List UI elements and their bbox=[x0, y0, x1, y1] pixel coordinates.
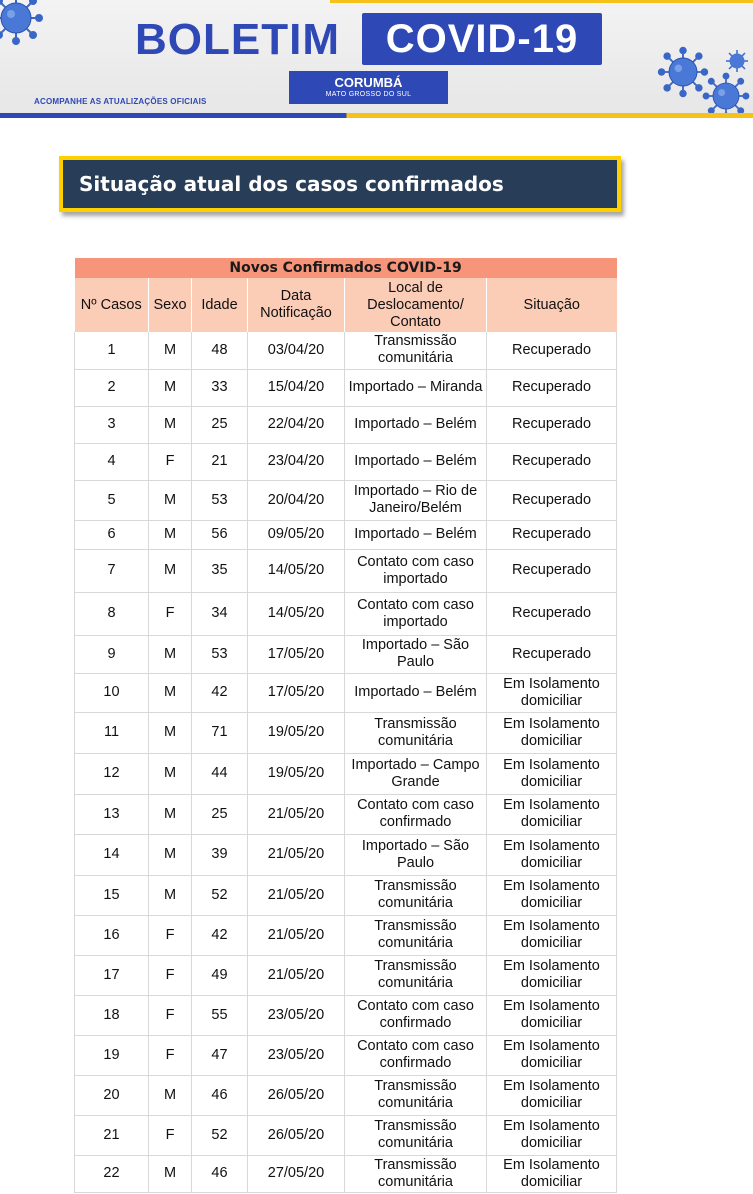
virus-icon bbox=[722, 46, 752, 76]
cell-date: 21/05/20 bbox=[248, 915, 345, 955]
cell-status: Em Isolamento domiciliar bbox=[487, 995, 617, 1035]
cell-origin: Transmissão comunitária bbox=[345, 915, 487, 955]
cell-date: 26/05/20 bbox=[248, 1115, 345, 1155]
cell-status: Em Isolamento domiciliar bbox=[487, 834, 617, 875]
banner-title-right-box bbox=[362, 13, 602, 65]
cell-status: Em Isolamento domiciliar bbox=[487, 1155, 617, 1192]
cell-date: 17/05/20 bbox=[248, 635, 345, 673]
table-row bbox=[75, 834, 617, 875]
cell-origin: Importado – São Paulo bbox=[345, 635, 487, 673]
cell-sex: M bbox=[149, 520, 192, 549]
table-row bbox=[75, 955, 617, 995]
cell-num: 4 bbox=[75, 443, 149, 480]
cell-num: 9 bbox=[75, 635, 149, 673]
cell-age: 44 bbox=[192, 753, 248, 794]
bulletin-banner bbox=[0, 0, 753, 118]
cell-date: 21/05/20 bbox=[248, 875, 345, 915]
section-heading bbox=[59, 156, 621, 212]
cell-sex: M bbox=[149, 875, 192, 915]
table-caption-row bbox=[75, 258, 617, 278]
table-row bbox=[75, 480, 617, 520]
cell-num: 3 bbox=[75, 406, 149, 443]
cell-sex: F bbox=[149, 592, 192, 635]
cell-date: 27/05/20 bbox=[248, 1155, 345, 1192]
cell-sex: F bbox=[149, 443, 192, 480]
cell-status: Em Isolamento domiciliar bbox=[487, 915, 617, 955]
cell-sex: M bbox=[149, 406, 192, 443]
cell-sex: M bbox=[149, 549, 192, 592]
cell-age: 55 bbox=[192, 995, 248, 1035]
table-header-row bbox=[75, 278, 617, 332]
cell-status: Em Isolamento domiciliar bbox=[487, 1035, 617, 1075]
cell-status: Recuperado bbox=[487, 549, 617, 592]
cell-age: 42 bbox=[192, 915, 248, 955]
cell-sex: F bbox=[149, 1115, 192, 1155]
table-row bbox=[75, 1075, 617, 1115]
cell-status: Recuperado bbox=[487, 592, 617, 635]
cell-origin: Transmissão comunitária bbox=[345, 712, 487, 753]
cell-status: Em Isolamento domiciliar bbox=[487, 712, 617, 753]
cell-origin: Transmissão comunitária bbox=[345, 332, 487, 369]
cell-status: Recuperado bbox=[487, 480, 617, 520]
cell-date: 23/05/20 bbox=[248, 995, 345, 1035]
table-row bbox=[75, 443, 617, 480]
cell-status: Em Isolamento domiciliar bbox=[487, 875, 617, 915]
cell-num: 18 bbox=[75, 995, 149, 1035]
cell-num: 16 bbox=[75, 915, 149, 955]
cases-table bbox=[74, 258, 617, 1193]
cell-age: 21 bbox=[192, 443, 248, 480]
cell-age: 46 bbox=[192, 1155, 248, 1192]
header-origin: Local de Deslocamento/ Contato bbox=[345, 278, 487, 332]
header-status: Situação bbox=[487, 278, 617, 332]
table-row bbox=[75, 875, 617, 915]
cell-sex: M bbox=[149, 332, 192, 369]
cell-status: Recuperado bbox=[487, 332, 617, 369]
cell-origin: Importado – Campo Grande bbox=[345, 753, 487, 794]
cell-sex: M bbox=[149, 369, 192, 406]
cell-status: Recuperado bbox=[487, 635, 617, 673]
cell-num: 20 bbox=[75, 1075, 149, 1115]
cell-age: 52 bbox=[192, 875, 248, 915]
cell-date: 14/05/20 bbox=[248, 549, 345, 592]
cell-date: 14/05/20 bbox=[248, 592, 345, 635]
cell-age: 25 bbox=[192, 794, 248, 834]
cell-origin: Contato com caso confirmado bbox=[345, 995, 487, 1035]
cell-date: 03/04/20 bbox=[248, 332, 345, 369]
cell-age: 71 bbox=[192, 712, 248, 753]
cell-date: 09/05/20 bbox=[248, 520, 345, 549]
table-row bbox=[75, 592, 617, 635]
cell-num: 13 bbox=[75, 794, 149, 834]
cell-status: Em Isolamento domiciliar bbox=[487, 955, 617, 995]
city-name: CORUMBÁ bbox=[334, 75, 403, 90]
cell-num: 5 bbox=[75, 480, 149, 520]
banner-top-stripe bbox=[330, 0, 753, 3]
cell-num: 7 bbox=[75, 549, 149, 592]
cell-age: 53 bbox=[192, 480, 248, 520]
table-row bbox=[75, 673, 617, 712]
cell-age: 46 bbox=[192, 1075, 248, 1115]
state-name: MATO GROSSO DO SUL bbox=[325, 91, 412, 98]
cell-origin: Contato com caso confirmado bbox=[345, 1035, 487, 1075]
cell-age: 25 bbox=[192, 406, 248, 443]
banner-bottom-stripe bbox=[0, 113, 753, 118]
cell-age: 49 bbox=[192, 955, 248, 995]
cell-status: Em Isolamento domiciliar bbox=[487, 1115, 617, 1155]
table-row bbox=[75, 1115, 617, 1155]
section-heading-text: Situação atual dos casos confirmados bbox=[63, 160, 617, 208]
cell-date: 26/05/20 bbox=[248, 1075, 345, 1115]
cell-sex: F bbox=[149, 995, 192, 1035]
cell-age: 52 bbox=[192, 1115, 248, 1155]
cell-num: 10 bbox=[75, 673, 149, 712]
cell-num: 17 bbox=[75, 955, 149, 995]
city-badge bbox=[289, 71, 448, 104]
table-caption: Novos Confirmados COVID-19 bbox=[75, 258, 617, 278]
cell-num: 21 bbox=[75, 1115, 149, 1155]
cell-age: 53 bbox=[192, 635, 248, 673]
banner-title-right: COVID-19 bbox=[385, 17, 579, 61]
cell-origin: Importado – Belém bbox=[345, 406, 487, 443]
header-date: Data Notificação bbox=[248, 278, 345, 332]
cell-sex: F bbox=[149, 915, 192, 955]
table-row bbox=[75, 520, 617, 549]
table-row bbox=[75, 369, 617, 406]
cell-age: 47 bbox=[192, 1035, 248, 1075]
cell-origin: Importado – Rio de Janeiro/Belém bbox=[345, 480, 487, 520]
table-row bbox=[75, 406, 617, 443]
table-body bbox=[75, 332, 617, 1192]
table-row bbox=[75, 332, 617, 369]
cell-sex: M bbox=[149, 834, 192, 875]
header-age: Idade bbox=[192, 278, 248, 332]
cell-status: Em Isolamento domiciliar bbox=[487, 1075, 617, 1115]
cell-status: Em Isolamento domiciliar bbox=[487, 794, 617, 834]
table-row bbox=[75, 1035, 617, 1075]
cell-date: 23/04/20 bbox=[248, 443, 345, 480]
table-row bbox=[75, 1155, 617, 1192]
cell-origin: Transmissão comunitária bbox=[345, 875, 487, 915]
cell-sex: M bbox=[149, 673, 192, 712]
cell-status: Recuperado bbox=[487, 443, 617, 480]
cell-status: Em Isolamento domiciliar bbox=[487, 753, 617, 794]
cell-date: 19/05/20 bbox=[248, 712, 345, 753]
cell-status: Recuperado bbox=[487, 369, 617, 406]
cell-origin: Transmissão comunitária bbox=[345, 1075, 487, 1115]
cell-num: 8 bbox=[75, 592, 149, 635]
header-num: Nº Casos bbox=[75, 278, 149, 332]
cell-status: Recuperado bbox=[487, 406, 617, 443]
cell-date: 17/05/20 bbox=[248, 673, 345, 712]
cell-origin: Contato com caso importado bbox=[345, 549, 487, 592]
cell-origin: Importado – Miranda bbox=[345, 369, 487, 406]
banner-title-left: BOLETIM bbox=[135, 15, 340, 64]
table-row bbox=[75, 753, 617, 794]
virus-icon bbox=[0, 0, 46, 48]
cell-origin: Transmissão comunitária bbox=[345, 955, 487, 995]
cell-age: 48 bbox=[192, 332, 248, 369]
cell-num: 6 bbox=[75, 520, 149, 549]
cell-num: 1 bbox=[75, 332, 149, 369]
cell-sex: M bbox=[149, 1155, 192, 1192]
table-row bbox=[75, 635, 617, 673]
cell-num: 22 bbox=[75, 1155, 149, 1192]
cell-num: 11 bbox=[75, 712, 149, 753]
table-row bbox=[75, 794, 617, 834]
cell-date: 19/05/20 bbox=[248, 753, 345, 794]
cell-num: 15 bbox=[75, 875, 149, 915]
cell-sex: M bbox=[149, 753, 192, 794]
cell-num: 14 bbox=[75, 834, 149, 875]
cell-num: 2 bbox=[75, 369, 149, 406]
cell-sex: F bbox=[149, 955, 192, 995]
cell-num: 19 bbox=[75, 1035, 149, 1075]
table-row bbox=[75, 915, 617, 955]
cell-sex: M bbox=[149, 480, 192, 520]
cell-origin: Importado – Belém bbox=[345, 673, 487, 712]
cell-origin: Transmissão comunitária bbox=[345, 1155, 487, 1192]
cell-origin: Importado – São Paulo bbox=[345, 834, 487, 875]
cell-sex: M bbox=[149, 794, 192, 834]
cell-sex: M bbox=[149, 712, 192, 753]
cell-origin: Contato com caso confirmado bbox=[345, 794, 487, 834]
cell-age: 56 bbox=[192, 520, 248, 549]
cell-sex: M bbox=[149, 1075, 192, 1115]
cell-origin: Importado – Belém bbox=[345, 443, 487, 480]
cell-age: 35 bbox=[192, 549, 248, 592]
cell-date: 21/05/20 bbox=[248, 794, 345, 834]
cell-status: Em Isolamento domiciliar bbox=[487, 673, 617, 712]
cell-age: 34 bbox=[192, 592, 248, 635]
cell-status: Recuperado bbox=[487, 520, 617, 549]
cell-age: 42 bbox=[192, 673, 248, 712]
cell-date: 22/04/20 bbox=[248, 406, 345, 443]
cell-sex: F bbox=[149, 1035, 192, 1075]
cell-origin: Contato com caso importado bbox=[345, 592, 487, 635]
cell-date: 15/04/20 bbox=[248, 369, 345, 406]
banner-tagline: ACOMPANHE AS ATUALIZAÇÕES OFICIAIS bbox=[34, 97, 207, 106]
cell-origin: Transmissão comunitária bbox=[345, 1115, 487, 1155]
cell-date: 20/04/20 bbox=[248, 480, 345, 520]
cell-date: 21/05/20 bbox=[248, 834, 345, 875]
cell-date: 23/05/20 bbox=[248, 1035, 345, 1075]
cell-origin: Importado – Belém bbox=[345, 520, 487, 549]
cell-num: 12 bbox=[75, 753, 149, 794]
cell-sex: M bbox=[149, 635, 192, 673]
table-row bbox=[75, 712, 617, 753]
table-row bbox=[75, 549, 617, 592]
header-sex: Sexo bbox=[149, 278, 192, 332]
cell-age: 39 bbox=[192, 834, 248, 875]
cell-date: 21/05/20 bbox=[248, 955, 345, 995]
table-row bbox=[75, 995, 617, 1035]
cell-age: 33 bbox=[192, 369, 248, 406]
virus-icon bbox=[700, 70, 752, 118]
